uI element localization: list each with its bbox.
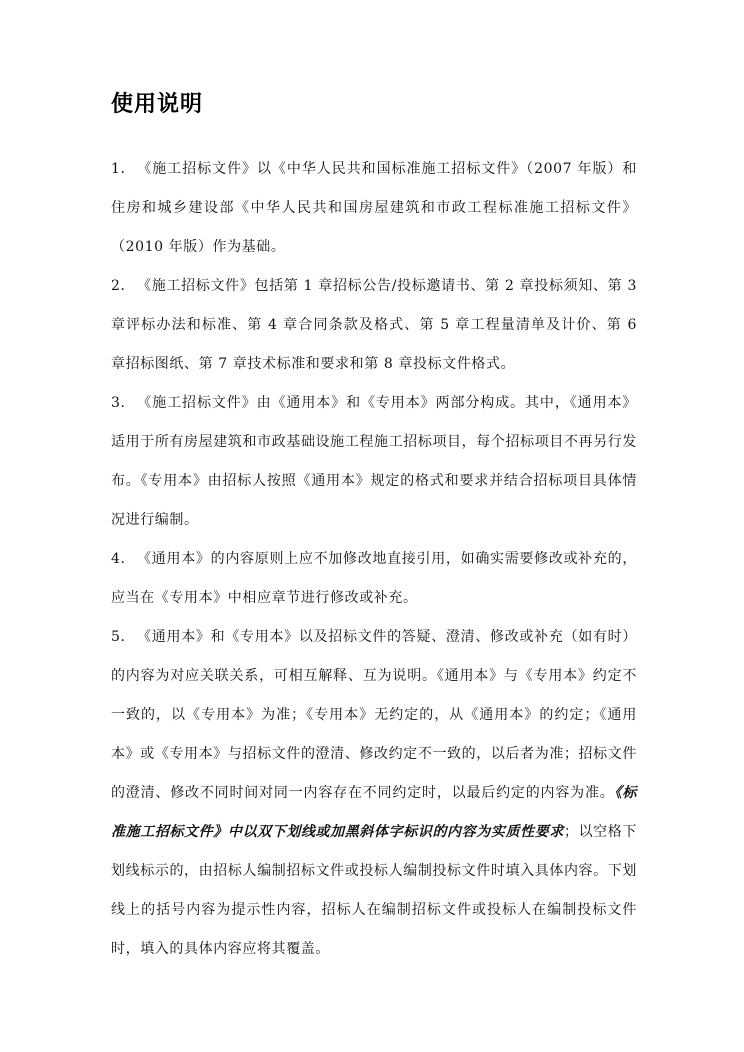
paragraph-text: 《通用本》和《专用本》以及招标文件的答疑、澄清、修改或补充（如有时）的内容为对应关联关系，可相互解释、互为说明。《通用本》与《专用本》约定不一致的，以《专用本》为准；《专用本》无约定的，从《通用本》的约定；《通用本》或《专用本》与招标文件的澄清、修改约定不一致的，以后者为准；招标文件的澄清、修改不同时间对同一内容存在不同约定时，以最后约定的内容为准。 — [111, 629, 637, 801]
instructions-body — [111, 150, 637, 969]
paragraph-number: 1． — [111, 161, 136, 177]
paragraph-tail-text: ；以空格下划线标示的，由招标人编制招标文件或投标人编制投标文件时填入具体内容。下划线上的括号内容为提示性内容，招标人在编制招标文件或投标人在编制投标文件时，填入的具体内容应将其覆盖。 — [111, 824, 637, 957]
paragraph-text: 《施工招标文件》由《通用本》和《专用本》两部分构成。其中，《通用本》适用于所有房屋建筑和市政基础设施工程施工招标项目，每个招标项目不再另行发布。《专用本》由招标人按照《通用本》规定的格式和要求并结合招标项目具体情况进行编制。 — [111, 395, 637, 528]
paragraph-2 — [111, 267, 637, 384]
paragraph-1 — [111, 150, 637, 267]
page-title: 使用说明 — [111, 92, 204, 117]
paragraph-4 — [111, 540, 637, 618]
paragraph-number: 5． — [111, 629, 136, 645]
paragraph-text: 《施工招标文件》包括第 1 章招标公告/投标邀请书、第 2 章投标须知、第 3 章评标办法和标准、第 4 章合同条款及格式、第 5 章工程量清单及计价、第 6 章招标图纸、第 7 章技术标准和要求和第 8 章投标文件格式。 — [111, 278, 637, 372]
emphasized-text: 《标准施工招标文件》中以双下划线或加黑斜体字标识的内容为实质性要求 — [111, 785, 637, 840]
paragraph-text: 《通用本》的内容原则上应不加修改地直接引用，如确实需要修改或补充的，应当在《专用本》中相应章节进行修改或补充。 — [111, 551, 637, 606]
paragraph-number: 4． — [111, 551, 136, 567]
paragraph-3 — [111, 384, 637, 540]
paragraph-5 — [111, 618, 637, 969]
paragraph-text: 《施工招标文件》以《中华人民共和国标准施工招标文件》（2007 年版）和住房和城乡建设部《中华人民共和国房屋建筑和市政工程标准施工招标文件》（2010 年版）作为基础。 — [111, 161, 637, 255]
paragraph-number: 3． — [111, 395, 136, 411]
paragraph-number: 2． — [111, 278, 136, 294]
